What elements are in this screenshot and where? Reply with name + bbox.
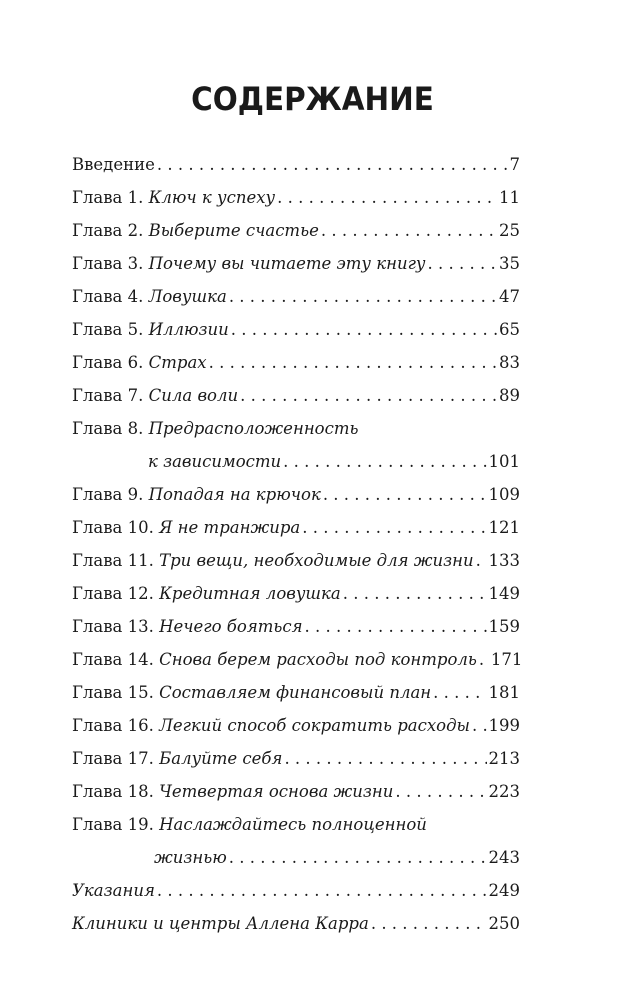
leader-dots xyxy=(229,841,487,874)
toc-entry-chapter-18[interactable] xyxy=(72,775,520,808)
toc-entry-chapter-4[interactable] xyxy=(72,280,520,313)
leader-dots xyxy=(231,313,497,346)
toc-entry-chapter-6[interactable] xyxy=(72,346,520,379)
toc-page-number: 89 xyxy=(499,386,520,405)
toc-entry-notes[interactable] xyxy=(72,874,520,907)
leader-dots xyxy=(395,775,486,808)
toc-title: Предрасположенность xyxy=(148,419,359,438)
leader-dots xyxy=(240,379,497,412)
toc-page-number: 199 xyxy=(488,716,520,735)
toc-title: Легкий способ сократить расходы xyxy=(159,716,470,735)
toc-title: Балуйте себя xyxy=(159,749,283,768)
toc-title: Кредитная ловушка xyxy=(159,584,341,603)
leader-dots xyxy=(283,445,486,478)
toc-title: Иллюзии xyxy=(148,320,229,339)
toc-title: Указания xyxy=(72,881,155,900)
toc-page-number: 149 xyxy=(488,584,520,603)
toc-label: Глава 3. xyxy=(72,254,144,273)
toc-title: Четвертая основа жизни xyxy=(159,782,394,801)
toc-page-number: 47 xyxy=(499,287,520,306)
leader-dots xyxy=(321,214,497,247)
toc-label: Глава 19. xyxy=(72,815,154,834)
toc-page-number: 213 xyxy=(488,749,520,768)
leader-dots xyxy=(277,181,497,214)
toc-entry-chapter-13[interactable] xyxy=(72,610,520,643)
toc-page-number: 181 xyxy=(488,683,520,702)
toc-title: Наслаждайтесь полноценной xyxy=(159,815,427,834)
leader-dots xyxy=(428,247,498,280)
toc-entry-intro[interactable] xyxy=(72,148,520,181)
toc-label: Глава 7. xyxy=(72,386,144,405)
toc-entry-chapter-16[interactable] xyxy=(72,709,520,742)
toc-title: Страх xyxy=(148,353,207,372)
page-title: СОДЕРЖАНИЕ xyxy=(191,80,434,118)
toc-page-number: 109 xyxy=(488,485,520,504)
toc-label: Глава 15. xyxy=(72,683,154,702)
toc-page-number: 133 xyxy=(488,551,520,570)
toc-page-number: 250 xyxy=(488,914,520,933)
toc-entry-chapter-14[interactable] xyxy=(72,643,523,676)
toc-title: Клиники и центры Аллена Карра xyxy=(72,914,369,933)
leader-dots xyxy=(476,544,487,577)
toc-entry-chapter-5[interactable] xyxy=(72,313,520,346)
toc-entry-chapter-17[interactable] xyxy=(72,742,520,775)
leader-dots xyxy=(472,709,487,742)
toc-title: Почему вы читаете эту книгу xyxy=(148,254,426,273)
toc-entry-chapter-9[interactable] xyxy=(72,478,520,511)
toc-title: Выберите счастье xyxy=(148,221,319,240)
leader-dots xyxy=(229,280,497,313)
leader-dots xyxy=(323,478,487,511)
toc-entry-chapter-1[interactable] xyxy=(72,181,520,214)
leader-dots xyxy=(343,577,487,610)
toc-label: Глава 17. xyxy=(72,749,154,768)
leader-dots xyxy=(157,874,487,907)
toc-label: Глава 1. xyxy=(72,188,144,207)
toc-page-number: 35 xyxy=(499,254,520,273)
toc-title: Снова берем расходы под контроль xyxy=(159,650,477,669)
toc-page-number: 171 xyxy=(490,650,523,669)
toc-label: Глава 4. xyxy=(72,287,144,306)
toc-entry-chapter-12[interactable] xyxy=(72,577,520,610)
leader-dots xyxy=(284,742,486,775)
toc-label: Глава 16. xyxy=(72,716,154,735)
toc-label: Введение xyxy=(72,155,155,174)
toc-page-number: 243 xyxy=(488,848,520,867)
leader-dots xyxy=(479,643,489,676)
toc-entry-chapter-3[interactable] xyxy=(72,247,520,280)
toc-page-number: 223 xyxy=(488,782,520,801)
toc-entry-chapter-2[interactable] xyxy=(72,214,520,247)
toc-label: Глава 11. xyxy=(72,551,154,570)
leader-dots xyxy=(433,676,486,709)
toc-label: Глава 8. xyxy=(72,419,144,438)
toc-title: Ключ к успеху xyxy=(148,188,276,207)
toc-title: Попадая на крючок xyxy=(148,485,321,504)
toc-title-continued: жизнью xyxy=(154,848,227,867)
toc-entry-chapter-8[interactable] xyxy=(72,412,520,478)
toc-page-number: 25 xyxy=(499,221,520,240)
toc-entry-chapter-10[interactable] xyxy=(72,511,520,544)
toc-label: Глава 18. xyxy=(72,782,154,801)
toc-page-number: 249 xyxy=(488,881,520,900)
leader-dots xyxy=(209,346,497,379)
toc-page-number: 101 xyxy=(488,452,520,471)
toc-title: Ловушка xyxy=(148,287,227,306)
toc-entry-clinics[interactable] xyxy=(72,907,520,940)
toc-title: Сила воли xyxy=(148,386,239,405)
toc-title-continued: к зависимости xyxy=(148,452,282,471)
toc-entry-chapter-7[interactable] xyxy=(72,379,520,412)
leader-dots xyxy=(302,511,486,544)
table-of-contents xyxy=(72,148,523,940)
toc-page-number: 121 xyxy=(488,518,520,537)
toc-page-number: 7 xyxy=(509,155,520,174)
toc-title: Нечего бояться xyxy=(159,617,303,636)
toc-title: Я не транжира xyxy=(159,518,301,537)
toc-label: Глава 13. xyxy=(72,617,154,636)
toc-page-number: 11 xyxy=(499,188,520,207)
toc-label: Глава 2. xyxy=(72,221,144,240)
leader-dots xyxy=(305,610,487,643)
toc-label: Глава 9. xyxy=(72,485,144,504)
toc-title: Составляем финансовый план xyxy=(159,683,432,702)
leader-dots xyxy=(157,148,508,181)
toc-page-number: 65 xyxy=(499,320,520,339)
toc-label: Глава 14. xyxy=(72,650,154,669)
toc-entry-chapter-15[interactable] xyxy=(72,676,520,709)
toc-entry-chapter-19[interactable] xyxy=(72,808,520,874)
toc-entry-chapter-11[interactable] xyxy=(72,544,520,577)
toc-label: Глава 5. xyxy=(72,320,144,339)
toc-title: Три вещи, необходимые для жизни xyxy=(159,551,474,570)
toc-label: Глава 10. xyxy=(72,518,154,537)
leader-dots xyxy=(371,907,487,940)
toc-page-number: 159 xyxy=(488,617,520,636)
toc-label: Глава 6. xyxy=(72,353,144,372)
toc-label: Глава 12. xyxy=(72,584,154,603)
toc-page-number: 83 xyxy=(499,353,520,372)
